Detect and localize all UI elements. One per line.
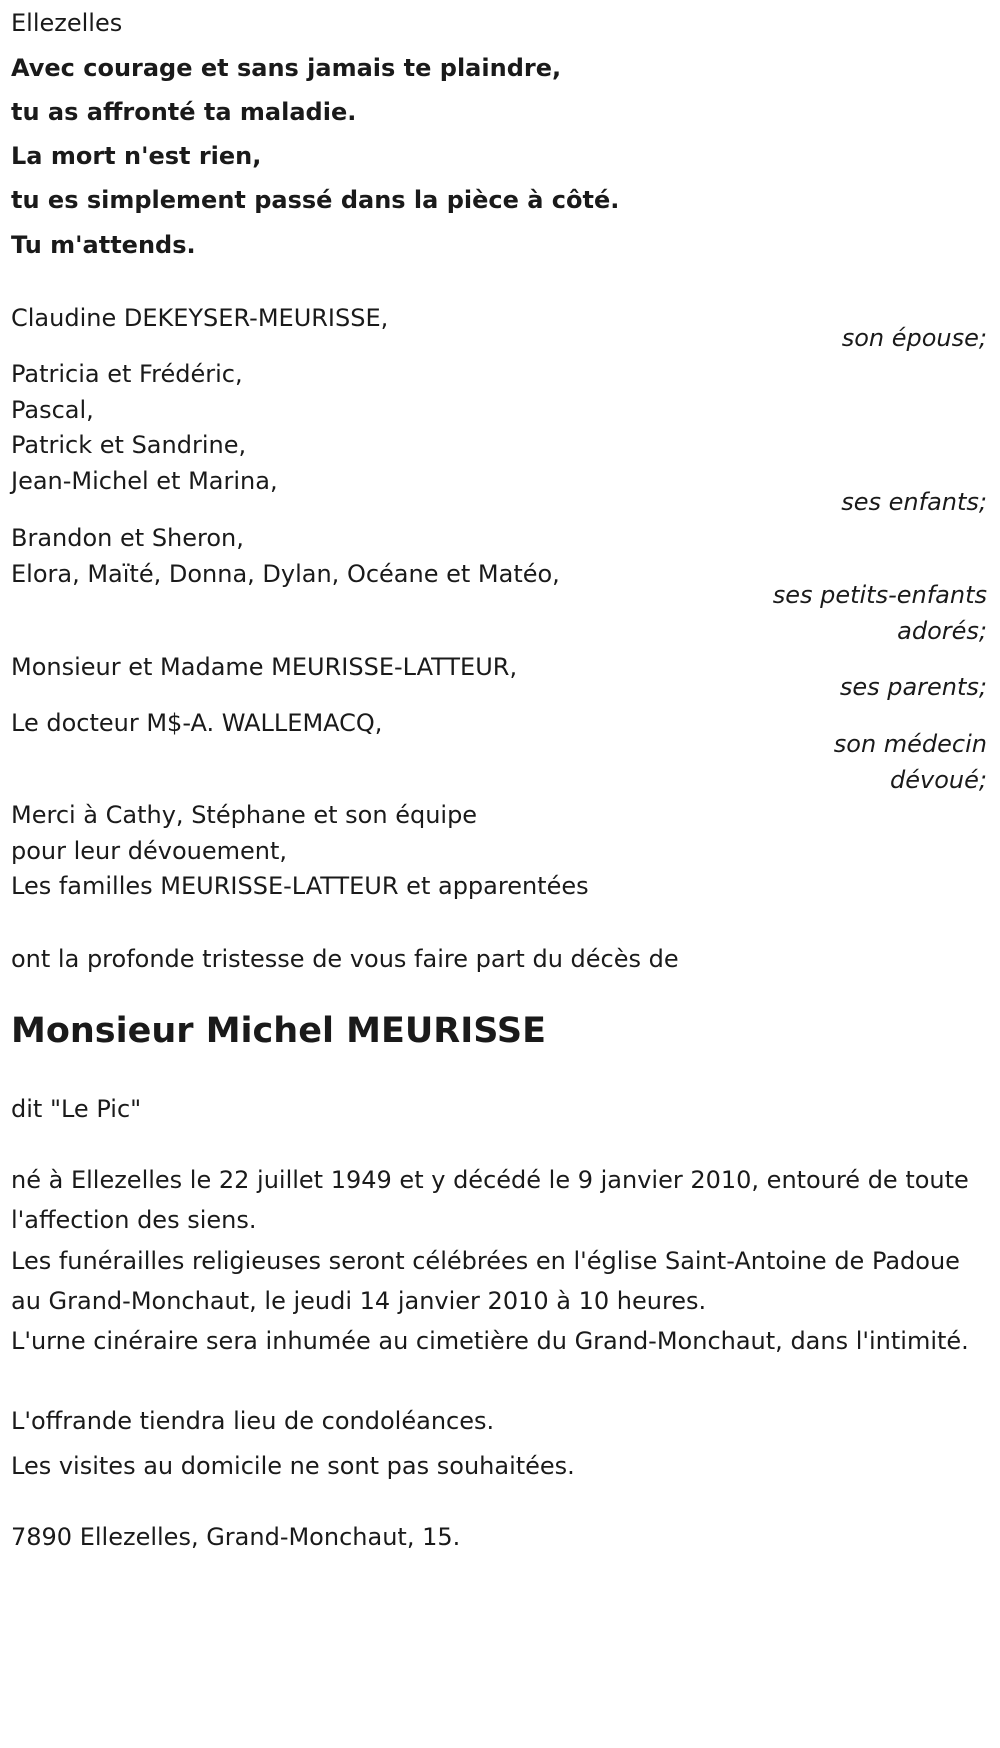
doctor-role-line-2: dévoué;: [890, 766, 987, 794]
child-line-3: Patrick et Sandrine,: [11, 431, 247, 459]
thanks-line-3: Les familles MEURISSE-LATTEUR et apparentées: [11, 872, 589, 900]
poem-line-1: Avec courage et sans jamais te plaindre,: [11, 54, 562, 82]
doctor-name: Le docteur M$-A. WALLEMACQ,: [11, 709, 383, 737]
poem-line-3: La mort n'est rien,: [11, 142, 262, 170]
child-line-1: Patricia et Frédéric,: [11, 360, 243, 388]
doctor-role-line-1: son médecin: [833, 730, 987, 758]
poem-line-5: Tu m'attends.: [11, 231, 196, 259]
spouse-name: Claudine DEKEYSER-MEURISSE,: [11, 304, 389, 332]
grandchild-line-1: Brandon et Sheron,: [11, 524, 244, 552]
children-role: ses enfants;: [841, 488, 987, 516]
parents-name: Monsieur et Madame MEURISSE-LATTEUR,: [11, 653, 518, 681]
poem-line-4: tu es simplement passé dans la pièce à côté.: [11, 186, 620, 214]
details-offering: L'offrande tiendra lieu de condoléances.: [11, 1407, 495, 1435]
announcement-text: ont la profonde tristesse de vous faire part du décès de: [11, 945, 679, 973]
spouse-role: son épouse;: [841, 324, 987, 352]
poem-line-2: tu as affronté ta maladie.: [11, 98, 357, 126]
details-funeral: Les funérailles religieuses seront célébrées en l'église Saint-Antoine de Padoue au Grand-Monchaut, le jeudi 14 janvier 2010 à 10 heures.: [11, 1247, 960, 1315]
details-birth-death: né à Ellezelles le 22 juillet 1949 et y décédé le 9 janvier 2010, entouré de toute l'affection des siens.: [11, 1166, 969, 1234]
thanks-line-1: Merci à Cathy, Stéphane et son équipe: [11, 801, 478, 829]
grandchild-line-2: Elora, Maïté, Donna, Dylan, Océane et Matéo,: [11, 560, 560, 588]
location-heading: Ellezelles: [11, 9, 123, 37]
grandchildren-role-line-1: ses petits-enfants: [772, 581, 987, 609]
child-line-4: Jean-Michel et Marina,: [11, 467, 278, 495]
parents-role: ses parents;: [839, 673, 987, 701]
thanks-line-2: pour leur dévouement,: [11, 837, 288, 865]
nickname: dit "Le Pic": [11, 1095, 142, 1123]
address: 7890 Ellezelles, Grand-Monchaut, 15.: [11, 1523, 461, 1551]
grandchildren-role-line-2: adorés;: [897, 617, 987, 645]
details-visits: Les visites au domicile ne sont pas souhaitées.: [11, 1452, 575, 1480]
child-line-2: Pascal,: [11, 396, 94, 424]
deceased-name: Monsieur Michel MEURISSE: [11, 1011, 547, 1051]
details-urn: L'urne cinéraire sera inhumée au cimetière du Grand-Monchaut, dans l'intimité.: [11, 1327, 969, 1355]
